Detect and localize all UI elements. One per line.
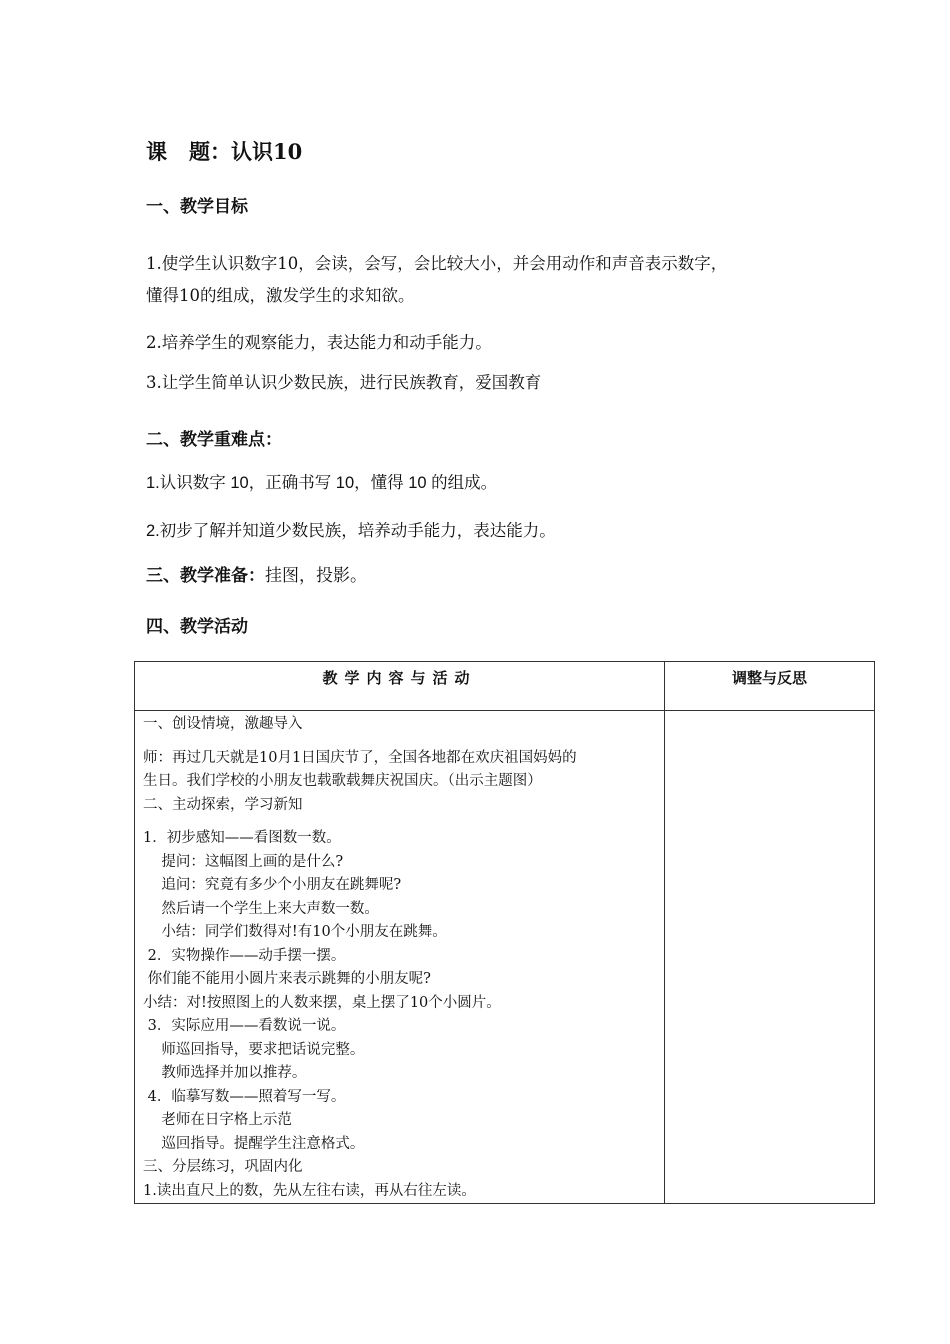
content-line: 师：再过几天就是10月1日国庆节了，全国各地都在欢庆祖国妈妈的 — [143, 749, 577, 766]
content-line: 小结：对!按照图上的人数来摆，桌上摆了10个小圆片。 — [143, 994, 501, 1011]
header-content-activities: 教学内容与活动 — [135, 662, 665, 711]
activities-table — [134, 661, 875, 1204]
section-heading-preparation: 三、教学准备： — [146, 566, 265, 586]
content-line: 老师在日字格上示范 — [143, 1112, 292, 1128]
lesson-title — [146, 136, 302, 166]
objective-1-line-2: 懂得10的组成，激发学生的求知欲。 — [146, 286, 415, 305]
content-line: 生日。我们学校的小朋友也载歌载舞庆祝国庆。（出示主题图） — [143, 773, 542, 789]
objective-3: 3.让学生简单认识少数民族，进行民族教育，爱国教育 — [146, 373, 542, 392]
content-line: 追问：究竟有多少个小朋友在跳舞呢? — [143, 877, 402, 893]
table-header-row — [135, 662, 875, 711]
title-label: 课 — [146, 139, 167, 164]
content-line: 1.读出直尺上的数，先从左往右读，再从右往左读。 — [143, 1182, 476, 1199]
content-line: 师巡回指导，要求把话说完整。 — [143, 1041, 365, 1058]
content-line: 你们能不能用小圆片来表示跳舞的小朋友呢? — [143, 971, 431, 987]
content-line: 教师选择并加以推荐。 — [143, 1065, 307, 1081]
content-line: 提问：这幅图上画的是什么? — [143, 853, 344, 870]
objective-1-line-1: 1.使学生认识数字10，会读，会写，会比较大小，并会用动作和声音表示数字， — [146, 254, 728, 273]
content-line: 2．实物操作——动手摆一摆。 — [143, 947, 346, 964]
reflection-cell — [665, 711, 875, 1204]
section-heading-objectives: 一、教学目标 — [146, 197, 248, 217]
content-line: 3．实际应用——看数说一说。 — [143, 1018, 346, 1034]
title-topic: 题：认识10 — [189, 139, 303, 164]
section-heading-activities: 四、教学活动 — [146, 617, 248, 637]
content-cell — [135, 711, 665, 1204]
objective-2: 2.培养学生的观察能力，表达能力和动手能力。 — [146, 333, 492, 352]
section-heading-key-points: 二、教学重难点： — [146, 430, 282, 450]
content-line: 小结：同学们数得对!有10个小朋友在跳舞。 — [143, 924, 447, 940]
content-line: 二、主动探索，学习新知 — [143, 796, 303, 813]
header-adjust-reflect: 调整与反思 — [665, 662, 875, 711]
content-line: 1．初步感知——看图数一数。 — [143, 830, 341, 846]
content-line: 巡回指导。提醒学生注意格式。 — [143, 1135, 365, 1152]
content-line: 4．临摹写数——照着写一写。 — [143, 1088, 346, 1105]
preparation-text: 挂图，投影。 — [265, 566, 367, 586]
content-line: 一、创设情境，激趣导入 — [143, 716, 303, 732]
content-line: 三、分层练习，巩固内化 — [143, 1159, 303, 1175]
content-line: 然后请一个学生上来大声数一数。 — [143, 900, 379, 917]
section-preparation — [146, 561, 367, 586]
table-row — [135, 711, 875, 1204]
key-point-2: 2.初步了解并知道少数民族，培养动手能力，表达能力。 — [146, 522, 556, 540]
key-point-1: 1.认识数字 10，正确书写 10，懂得 10 的组成。 — [146, 474, 498, 492]
